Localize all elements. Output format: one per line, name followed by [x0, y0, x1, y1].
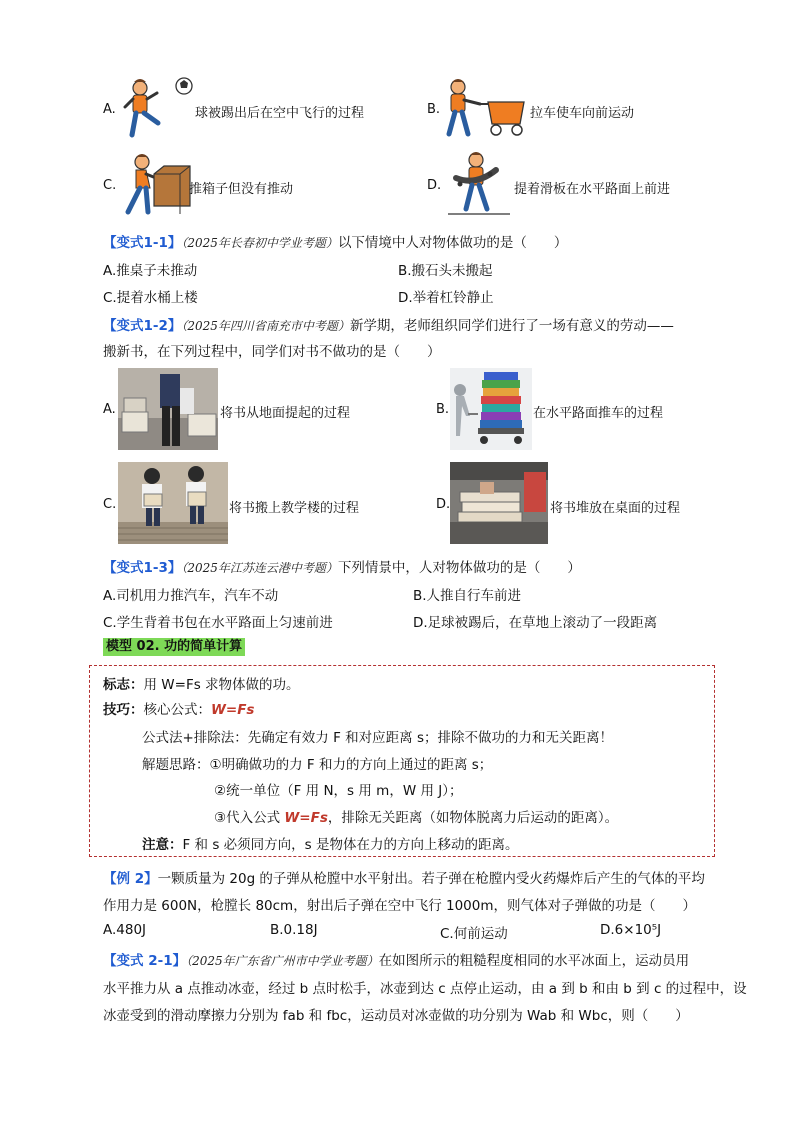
variant-2-1-line3: 冰壶受到的滑动摩擦力分别为 fab 和 fbc，运动员对冰壶做的功分别为 Wab 和 Wbc，则（ ） — [103, 1008, 689, 1024]
carrying-skateboard-icon — [442, 150, 514, 220]
question-text: 在如图所示的粗糙程度相同的水平冰面上，运动员用 — [378, 953, 690, 969]
option-d-letter: D. — [436, 497, 451, 512]
option-a-letter: A. — [103, 102, 116, 117]
variant-1-1-question — [103, 231, 567, 251]
question-text-line2: 搬新书，在下列过程中，同学们对书不做功的是（ ） — [103, 344, 441, 360]
core-formula: W=Fs — [211, 702, 255, 718]
option-a-letter: A. — [103, 402, 116, 417]
answer-option: C.学生背着书包在水平路面上匀速前进 — [103, 615, 333, 631]
tip-label: 技巧： — [103, 702, 144, 718]
example-2-line1 — [103, 867, 705, 887]
question-text: 以下情境中人对物体做功的是（ ） — [337, 235, 568, 251]
option-d-text: 提着滑板在水平路面上前进 — [514, 182, 671, 197]
variant-tag: 【变式1-3】 — [103, 560, 182, 576]
answer-option: B.0.18J — [270, 922, 318, 938]
option-c-letter: C. — [103, 497, 117, 512]
stacking-books-on-desk-photo — [450, 462, 548, 544]
cart-with-books-image — [450, 368, 532, 450]
option-a-text: 将书从地面提起的过程 — [220, 406, 351, 421]
question-source: （2025年长春初中学业考题） — [181, 236, 338, 250]
sign-text: 用 W=Fs 求物体做的功。 — [143, 677, 300, 693]
option-d-letter: D. — [427, 178, 442, 193]
note-label: 注意： — [142, 837, 183, 853]
step-1: ①明确做功的力 F 和力的方向上通过的距离 s； — [209, 757, 493, 773]
step-2: ②统一单位（F 用 N，s 用 m，W 用 J）； — [214, 783, 463, 799]
variant-tag: 【变式 2-1】 — [103, 953, 187, 969]
pushing-box-icon — [118, 152, 192, 218]
model-sign-line — [103, 673, 300, 693]
question-source: （2025年四川省南充市中考题） — [181, 319, 350, 333]
step-3-suffix: ，排除无关距离（如物体脱离力后运动的距离）。 — [327, 810, 619, 826]
answer-option: B.搬石头未搬起 — [398, 263, 493, 279]
option-d-text: 将书堆放在桌面的过程 — [550, 501, 681, 516]
answer-option: A.推桌子未推动 — [103, 263, 198, 279]
answer-option: C.提着水桶上楼 — [103, 290, 198, 306]
answer-option: D.举着杠铃静止 — [398, 290, 494, 306]
step-3-formula: W=Fs — [284, 810, 328, 826]
carrying-books-upstairs-photo — [118, 462, 228, 544]
model-note-line — [142, 833, 519, 853]
option-c-letter: C. — [103, 178, 117, 193]
lifting-books-photo — [118, 368, 218, 450]
example-tag: 【例 2】 — [103, 871, 158, 887]
variant-tag: 【变式1-1】 — [103, 235, 182, 251]
model-step1-line — [142, 753, 492, 773]
model-method: 公式法+排除法：先确定有效力 F 和对应距离 s；排除不做功的力和无关距离！ — [142, 730, 613, 746]
question-text: 新学期，老师组织同学们进行了一场有意义的劳动—— — [349, 318, 674, 334]
option-b-text: 拉车使车向前运动 — [530, 106, 635, 121]
question-text: 下列情景中，人对物体做功的是（ ） — [337, 560, 581, 576]
pulling-cart-icon — [442, 74, 532, 142]
step-3-prefix: ③代入公式 — [214, 810, 285, 826]
variant-2-1-line2: 水平推力从 a 点推动冰壶，经过 b 点时松手，冰壶到达 c 点停止运动，由 a 到 b 和由 b 到 c 的过程中，设 — [103, 981, 747, 997]
answer-option: C.何前运动 — [440, 926, 508, 942]
note-text: F 和 s 必须同方向，s 是物体在力的方向上移动的距离。 — [182, 837, 519, 853]
question-source: （2025年江苏连云港中考题） — [181, 561, 338, 575]
step-3 — [214, 806, 618, 826]
variant-2-1-line1 — [103, 949, 689, 969]
answer-option: B.人推自行车前进 — [413, 588, 522, 604]
option-a-text: 球被踢出后在空中飞行的过程 — [195, 106, 365, 121]
variant-tag: 【变式1-2】 — [103, 318, 182, 334]
tip-text: 核心公式： — [143, 702, 211, 718]
steps-label: 解题思路： — [142, 757, 210, 773]
option-c-text: 推箱子但没有推动 — [189, 182, 294, 197]
kicking-ball-icon — [118, 74, 196, 142]
option-c-text: 将书搬上教学楼的过程 — [229, 501, 360, 516]
variant-1-3-question — [103, 556, 581, 576]
option-b-text: 在水平路面推车的过程 — [533, 406, 664, 421]
example-text: 一颗质量为 20g 的子弹从枪膛中水平射出。若子弹在枪膛内受火药爆炸后产生的气体的平均 — [157, 871, 705, 887]
example-2-line2: 作用力是 600N，枪膛长 80cm，射出后子弹在空中飞行 1000m，则气体对子弹做的功是（ ） — [103, 898, 696, 914]
answer-option: D.足球被踢后，在草地上滚动了一段距离 — [413, 615, 658, 631]
option-b-letter: B. — [427, 102, 441, 117]
model-title: 模型 02. 功的简单计算 — [103, 638, 245, 656]
answer-option: A.司机用力推汽车，汽车不动 — [103, 588, 279, 604]
question-source: （2025年广东省广州市中学业考题） — [186, 954, 379, 968]
answer-option: D.6×10⁵J — [600, 922, 662, 938]
sign-label: 标志： — [103, 677, 144, 693]
answer-option: A.480J — [103, 922, 147, 938]
option-b-letter: B. — [436, 402, 450, 417]
model-tip-line — [103, 698, 254, 718]
variant-1-2-question — [103, 314, 674, 334]
